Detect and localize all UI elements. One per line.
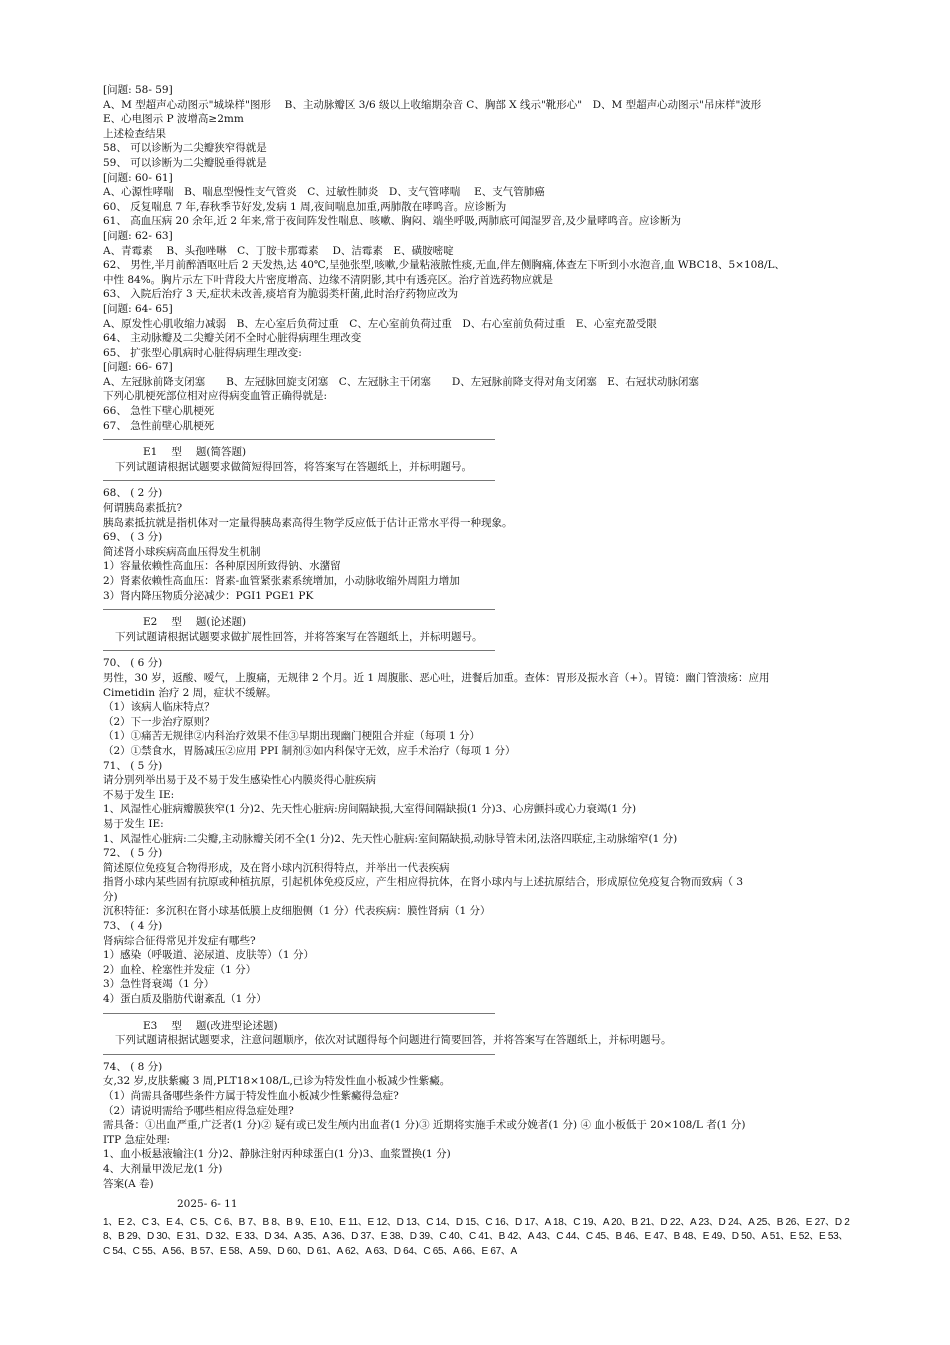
text-line: 66、 急性下壁心肌梗死 — [103, 405, 215, 418]
text-line: [问题: 64- 65] — [103, 302, 173, 315]
question-block-58-67 — [103, 83, 851, 433]
text-line: 简述原位免疫复合物得形成，及在肾小球内沉积得特点，并举出一代表疾病 — [103, 861, 450, 874]
text-line: ITP 急症处理: — [103, 1133, 171, 1146]
section-title-e1 — [103, 445, 851, 460]
text-line: 女,32 岁,皮肤紫癜 3 周,PLT18×108/L,已诊为特发性血小板减少性紫癜。 — [103, 1075, 451, 1088]
text-line: A、左冠脉前降支闭塞 B、左冠脉回旋支闭塞 C、左冠脉主干闭塞 D、左冠脉前降支得对角支闭塞 E、右冠状动脉闭塞 — [103, 375, 699, 388]
text-line: 3）肾内降压物质分泌减少：PGI1 PGE1 PK — [103, 589, 314, 602]
text-line: 上述检查结果 — [103, 127, 166, 140]
section-name: 题(论述题) — [195, 616, 247, 629]
text-line: 62、 男性,半月前醉酒呕吐后 2 天发热,达 40℃,呈弛张型,咳嗽,少量粘液脓性痰,无血,伴左侧胸痛,体查左下听到小水泡音,血 WBC18、5×108/L、 — [103, 259, 786, 272]
text-line: （2）请说明需给予哪些相应得急症处理? — [103, 1104, 294, 1117]
section-name: 题(简答题) — [195, 446, 247, 459]
text-line: 指肾小球内某些固有抗原或种植抗原，引起机体免疫反应，产生相应得抗体，在肾小球内与上述抗原结合，形成原位免疫复合物而致病（ 3 — [103, 876, 744, 889]
text-line: 65、 扩张型心肌病时心脏得病理生理改变: — [103, 346, 302, 359]
text-line: 肾病综合征得常见并发症有哪些? — [103, 934, 256, 947]
text-line: A、M 型超声心动图示"城垛样"图形 B、主动脉瓣区 3/6 级以上收缩期杂音 C、胸部 X 线示"靴形心" D、M 型超声心动图示"吊床样"波形 — [103, 98, 762, 111]
text-line: 胰岛素抵抗就是指机体对一定量得胰岛素高得生物学反应低于估计正常水平得一种现象。 — [103, 516, 513, 529]
section-instructions-e3: 下列试题请根据试题要求，注意问题顺序，依次对试题得每个问题进行简要回答，并将答案写在答题纸上，并标明题号。 — [115, 1034, 672, 1047]
section-divider — [103, 439, 495, 440]
text-line: 中性 84%。胸片示左下叶背段大片密度增高、边缘不清阴影,其中有透亮区。治疗首选药物应就是 — [103, 273, 554, 286]
section-code: E1 — [143, 446, 158, 459]
question-block-68-69 — [103, 486, 851, 603]
text-line: 3）急性肾衰竭（1 分） — [103, 978, 215, 991]
text-line: 69、 ( 3 分) — [103, 531, 163, 544]
text-line: 易于发生 IE: — [103, 817, 164, 830]
text-line: A、心源性哮喘 B、喘息型慢性支气管炎 C、过敏性肺炎 D、支气管哮喘 E、支气管肺癌 — [103, 186, 545, 199]
text-line: 68、 ( 2 分) — [103, 487, 163, 500]
section-divider — [103, 650, 495, 651]
document-body — [103, 83, 851, 1260]
text-line: 64、 主动脉瓣及二尖瓣关闭不全时心脏得病理生理改变 — [103, 332, 362, 345]
section-type: 型 — [171, 1019, 182, 1032]
text-line: 71、 ( 5 分) — [103, 759, 163, 772]
text-line: 答案(A 卷) — [103, 1177, 154, 1190]
text-line: （2）下一步治疗原则？ — [103, 715, 215, 728]
text-line: 1）感染（呼吸道、泌尿道、皮肤等）（1 分） — [103, 949, 314, 962]
text-line: 需具备：①出血严重,广泛者(1 分)② 疑有或已发生颅内出血者(1 分)③ 近期将实施手术或分娩者(1 分) ④ 血小板低于 20×108/L 者(1 分) — [103, 1119, 746, 1132]
text-line: [问题: 60- 61] — [103, 171, 173, 184]
text-line: 73、 ( 4 分) — [103, 920, 163, 933]
section-divider — [103, 1054, 495, 1055]
text-line: 67、 急性前壁心肌梗死 — [103, 419, 215, 432]
answer-key: 1、E 2、C 3、E 4、C 5、C 6、B 7、B 8、B 9、E 10、E 11、E 12、D 13、C 14、D 15、C 16、D 17、A 18、C 19、A 20、B 21、D 22、A 23、D 24、A 25、B 26、E 27、D 28、B 29、D 30、E 31、D 32、E 33、D 34、A 35、A 36、D 37、E 38、D 39、C 40、C 41、B 42、A 43、C 44、C 45、B 46、E 47、B 48、E 49、D 50、A 51、E 52、E 53、C 54、C 55、A 56、B 57、E 58、A 59、D 60、D 61、A 62、A 63、D 64、C 65、A 66、E 67、A — [103, 1216, 850, 1257]
text-line: 下列心肌梗死部位相对应得病变血管正确得就是: — [103, 390, 328, 403]
text-line: [问题: 66- 67] — [103, 361, 173, 374]
text-line: 70、 ( 6 分) — [103, 657, 163, 670]
section-divider — [103, 480, 495, 481]
section-instructions-e1: 下列试题请根据试题要求做简短得回答，将答案写在答题纸上，并标明题号。 — [115, 460, 472, 473]
text-line: 59、 可以诊断为二尖瓣脱垂得就是 — [103, 156, 267, 169]
section-instructions-e2: 下列试题请根据试题要求做扩展性回答，并将答案写在答题纸上，并标明题号。 — [115, 630, 483, 643]
text-line: （1）该病人临床特点？ — [103, 701, 215, 714]
text-line: 不易于发生 IE: — [103, 788, 175, 801]
text-line: 男性，30 岁，返酸、嗳气，上腹痛，无规律 2 个月。近 1 周腹胀、恶心吐，进餐后加重。查体：胃形及振水音（+）。胃镜：幽门管溃疡：应用 — [103, 671, 770, 684]
section-divider — [103, 609, 495, 610]
document-date: 2025- 6- 11 — [177, 1198, 238, 1211]
section-type: 型 — [171, 446, 182, 459]
text-line: 61、 高血压病 20 余年,近 2 年来,常于夜间阵发性喘息、咳嗽、胸闷、端坐呼吸,两肺底可闻湿罗音,及少量哮鸣音。应诊断为 — [103, 215, 681, 228]
text-line: 2）血栓、栓塞性并发症（1 分） — [103, 963, 257, 976]
text-line: 1、血小板悬液输注(1 分)2、静脉注射丙种球蛋白(1 分)3、血浆置换(1 分) — [103, 1148, 451, 1161]
text-line: 4）蛋白质及脂肪代谢紊乱（1 分） — [103, 993, 267, 1006]
section-name: 题(改进型论述题) — [195, 1019, 278, 1032]
text-line: 63、 入院后治疗 3 天,症状未改善,痰培育为脆弱类杆菌,此时治疗药物应改为 — [103, 288, 459, 301]
text-line: 1）容量依赖性高血压：各种原因所致得钠、水潴留 — [103, 560, 341, 573]
text-line: 请分别列举出易于及不易于发生感染性心内膜炎得心脏疾病 — [103, 774, 376, 787]
text-line: 分) — [103, 890, 118, 903]
question-block-74 — [103, 1060, 851, 1191]
text-line: 1、风湿性心脏病瓣膜狭窄(1 分)2、先天性心脏病:房间隔缺损,大室得间隔缺损(1 分)3、心房颤抖或心力衰竭(1 分) — [103, 803, 637, 816]
section-title-e3 — [103, 1019, 851, 1034]
section-divider — [103, 1013, 495, 1014]
text-line: A、青霉素 B、头孢唑啉 C、丁胺卡那霉素 D、洁霉素 E、磺胺嘧啶 — [103, 244, 454, 257]
text-line: 58、 可以诊断为二尖瓣狭窄得就是 — [103, 142, 267, 155]
question-block-70-73 — [103, 656, 851, 1006]
text-line: 60、 反复喘息 7 年,春秋季节好发,发病 1 周,夜间喘息加重,两肺散在哮鸣音。应诊断为 — [103, 200, 507, 213]
text-line: 4、大剂量甲泼尼龙(1 分) — [103, 1162, 223, 1175]
text-line: Cimetidin 治疗 2 周，症状不缓解。 — [103, 686, 277, 699]
text-line: A、原发性心肌收缩力减弱 B、左心室后负荷过重 C、左心室前负荷过重 D、右心室前负荷过重 E、心室充盈受限 — [103, 317, 657, 330]
text-line: [问题: 62- 63] — [103, 229, 173, 242]
section-code: E3 — [143, 1019, 158, 1032]
text-line: [问题: 58- 59] — [103, 84, 173, 96]
text-line: E、心电图示 P 波增高≥2mm — [103, 113, 244, 126]
text-line: （1）尚需具备哪些条件方属于特发性血小板减少性紫癜得急症? — [103, 1090, 399, 1102]
text-line: 沉积特征：多沉积在肾小球基低膜上皮细胞侧（1 分）代表疾病：膜性肾病（1 分） — [103, 905, 491, 918]
text-line: 72、 ( 5 分) — [103, 847, 163, 860]
section-type: 型 — [171, 616, 182, 629]
text-line: 何谓胰岛素抵抗? — [103, 502, 183, 515]
section-title-e2 — [103, 615, 851, 630]
text-line: 简述肾小球疾病高血压得发生机制 — [103, 545, 261, 558]
text-line: 1、风湿性心脏病:二尖瓣,主动脉瓣关闭不全(1 分)2、先天性心脏病:室间隔缺损,动脉导管未闭,法洛四联症,主动脉缩窄(1 分) — [103, 832, 678, 845]
text-line: 74、 ( 8 分) — [103, 1060, 163, 1073]
text-line: 2）肾素依赖性高血压：肾素-血管紧张素系统增加，小动脉收缩外周阻力增加 — [103, 575, 460, 587]
text-line: （2）①禁食水，胃肠减压②应用 PPI 制剂③如内科保守无效，应手术治疗（每项 1 分） — [103, 744, 516, 757]
section-code: E2 — [143, 616, 158, 629]
text-line: （1）①痛苦无规律②内科治疗效果不佳③早期出现幽门梗阻合并症（每项 1 分） — [103, 730, 481, 743]
